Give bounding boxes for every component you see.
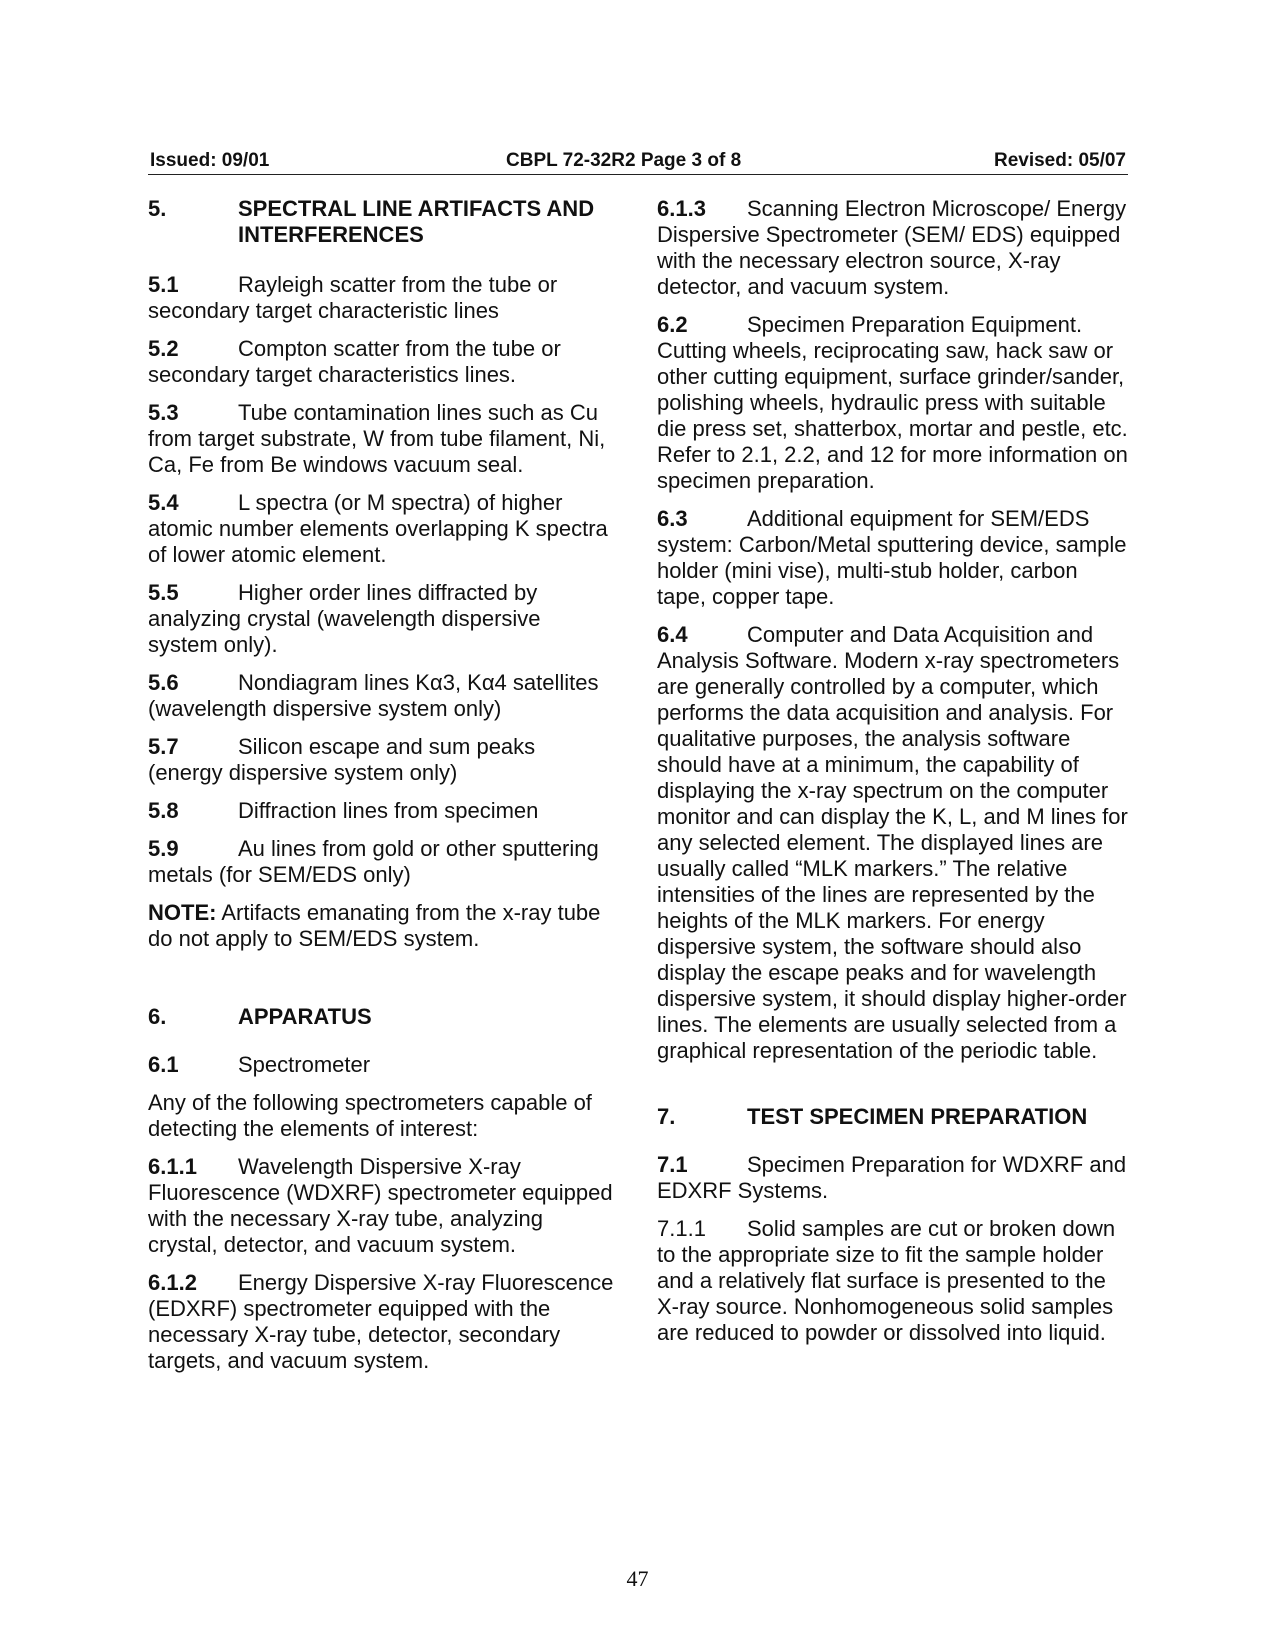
item-text: Compton scatter from the tube or secondary target characteristics lines. [148,336,561,387]
item-text: Silicon escape and sum peaks (energy dispersive system only) [148,734,536,785]
item-number: 6.1.2 [148,1270,197,1295]
item-number: 6.1.3 [657,196,706,221]
note-paragraph [148,900,614,952]
item-number: 5.1 [148,272,179,297]
item-6-1 [148,1052,614,1078]
item-number: 5.2 [148,336,179,361]
item-7-1-1 [657,1216,1129,1346]
item-number: 7.1.1 [657,1216,706,1241]
item-6-1-2 [148,1270,614,1374]
item-number: 5.5 [148,580,179,605]
item-text: Scanning Electron Microscope/ Energy Dispersive Spectrometer (SEM/ EDS) equipped with the necessary electron source, X-ray detector, and vacuum system. [657,196,1127,299]
item-number: 5.7 [148,734,179,759]
item-number: 7.1 [657,1152,688,1177]
item-5-1 [148,272,614,324]
right-column [657,196,1129,1358]
item-5-7 [148,734,614,786]
item-text: Nondiagram lines Kα3, Kα4 satellites (wavelength dispersive system only) [148,670,599,721]
item-6-2 [657,312,1129,494]
section-title: APPARATUS [238,1004,372,1029]
note-text: Artifacts emanating from the x-ray tube do not apply to SEM/EDS system. [148,900,601,951]
section-title: SPECTRAL LINE ARTIFACTS AND INTERFERENCES [238,196,595,247]
item-text: Higher order lines diffracted by analyzing crystal (wavelength dispersive system only). [148,580,541,657]
page-number: 47 [626,1566,649,1591]
item-number: 5.6 [148,670,179,695]
item-6-4 [657,622,1129,1064]
item-5-2 [148,336,614,388]
section-number: 6. [148,1004,167,1029]
section-title: TEST SPECIMEN PREPARATION [747,1104,1088,1129]
item-number: 6.1.1 [148,1154,197,1179]
item-text: Spectrometer [238,1052,371,1077]
item-text: Specimen Preparation for WDXRF and EDXRF Systems. [657,1152,1127,1203]
item-5-3 [148,400,614,478]
item-text: Rayleigh scatter from the tube or secondary target characteristic lines [148,272,558,323]
left-column [148,196,614,1386]
note-label: NOTE: [148,900,217,925]
item-7-1 [657,1152,1129,1204]
item-5-9 [148,836,614,888]
item-text: Solid samples are cut or broken down to the appropriate size to fit the sample holder and a relatively flat surface is presented to the X-ray source. Nonhomogeneous solid samples are reduced to powder or dissolved into liquid. [657,1216,1116,1345]
revised-date: Revised: 05/07 [993,150,1126,171]
document-id: CBPL 72-32R2 Page 3 of 8 [506,150,742,171]
item-number: 6.2 [657,312,688,337]
section-number: 5. [148,196,167,221]
item-5-6 [148,670,614,722]
item-text: Au lines from gold or other sputtering metals (for SEM/EDS only) [148,836,599,887]
item-number: 6.4 [657,622,688,647]
item-text: Computer and Data Acquisition and Analysis Software. Modern x-ray spectrometers are generally controlled by a computer, which performs the data acquisition and analysis. For qualitative purposes, the analysis software should have at a minimum, the capability of displaying the x-ray spectrum on the computer monitor and can display the K, L, and M lines for any selected element. The displayed lines are usually called “MLK markers.” The relative intensities of the lines are represented by the heights of the MLK markers. For energy dispersive system, the software should also display the escape peaks and for wavelength dispersive system, it should display higher-order lines. The elements are usually selected from a graphical representation of the periodic table. [657,622,1128,1063]
item-6-1-3 [657,196,1129,300]
item-text: Specimen Preparation Equipment. Cutting wheels, reciprocating saw, hack saw or other cutting equipment, surface grinder/sander, polishing wheels, hydraulic press with suitable die press set, shatterbox, mortar and pestle, etc. Refer to 2.1, 2.2, and 12 for more information on specimen preparation. [657,312,1128,493]
item-6-1-body: Any of the following spectrometers capable of detecting the elements of interest: [148,1090,592,1141]
item-number: 6.3 [657,506,688,531]
item-6-3 [657,506,1129,610]
item-number: 5.3 [148,400,179,425]
section-6-heading [148,1004,614,1030]
item-5-4 [148,490,614,568]
item-text: Diffraction lines from specimen [238,798,539,823]
page-header [148,146,1128,175]
section-5-heading [148,196,614,248]
section-7-heading [657,1104,1129,1130]
item-number: 6.1 [148,1052,179,1077]
item-number: 5.4 [148,490,179,515]
item-number: 5.9 [148,836,179,861]
item-text: L spectra (or M spectra) of higher atomic number elements overlapping K spectra of lower atomic element. [148,490,608,567]
item-text: Additional equipment for SEM/EDS system: Carbon/Metal sputtering device, sample holder (mini vise), multi-stub holder, carbon tape, copper tape. [657,506,1127,609]
item-5-8 [148,798,614,824]
item-6-1-1 [148,1154,614,1258]
section-number: 7. [657,1104,676,1129]
item-5-5 [148,580,614,658]
issued-date: Issued: 09/01 [150,150,270,171]
item-number: 5.8 [148,798,179,823]
item-text: Energy Dispersive X-ray Fluorescence (EDXRF) spectrometer equipped with the necessary X-ray tube, detector, secondary targets, and vacuum system. [148,1270,614,1373]
item-text: Wavelength Dispersive X-ray Fluorescence (WDXRF) spectrometer equipped with the necessary X-ray tube, analyzing crystal, detector, and vacuum system. [148,1154,613,1257]
item-text: Tube contamination lines such as Cu from target substrate, W from tube filament, Ni, Ca, Fe from Be windows vacuum seal. [148,400,606,477]
